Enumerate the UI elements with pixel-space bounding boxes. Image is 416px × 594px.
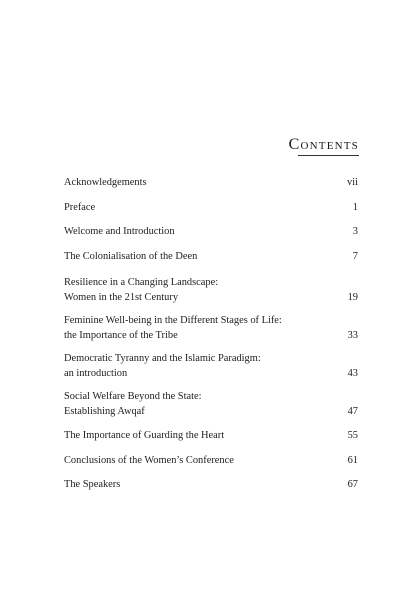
toc-entry-title: Feminine Well-being in the Different Stages of Life: the Importance of the Tribe <box>64 315 282 341</box>
toc-entry-title: Acknowledgements <box>64 177 147 188</box>
toc-entry-guarding-heart <box>64 429 358 444</box>
toc-entry-title: Conclusions of the Women’s Conference <box>64 455 234 466</box>
toc-entry-welcome <box>64 225 358 240</box>
toc-entry-feminine-well-being <box>64 314 358 343</box>
toc-entry-conclusions <box>64 454 358 469</box>
toc-entry-page: 47 <box>347 405 358 417</box>
toc-entry-title: Social Welfare Beyond the State: Establishing Awqaf <box>64 391 202 417</box>
contents-heading: Contents <box>288 136 359 153</box>
toc-entry-page: 3 <box>352 226 358 237</box>
toc-entry-page: 67 <box>347 479 358 490</box>
toc-entry-acknowledgements <box>64 176 358 191</box>
toc-entry-democratic-tyranny <box>64 352 358 381</box>
toc-entry-title: The Speakers <box>64 479 121 490</box>
toc-entry-preface <box>64 201 358 216</box>
toc-entry-colonialisation <box>64 250 358 265</box>
toc-entry-title: Resilience in a Changing Landscape: Women in the 21st Century <box>64 277 219 303</box>
toc-entry-title: The Colonialisation of the Deen <box>64 251 198 262</box>
heading-underline <box>298 155 359 156</box>
toc-entry-resilience <box>64 276 358 305</box>
toc-entry-page: 7 <box>352 251 358 262</box>
toc-entry-page: 61 <box>347 455 358 466</box>
toc-entry-social-welfare <box>64 390 358 419</box>
toc-entry-page: 19 <box>347 291 358 303</box>
toc-entry-page: 33 <box>347 329 358 341</box>
toc-entry-title: Democratic Tyranny and the Islamic Paradigm: an introduction <box>64 353 261 379</box>
toc-entry-page: vii <box>347 177 358 188</box>
toc-entry-page: 1 <box>352 202 358 213</box>
toc-entry-speakers <box>64 478 358 493</box>
toc-entry-title: The Importance of Guarding the Heart <box>64 430 225 441</box>
toc-entry-title: Welcome and Introduction <box>64 226 175 237</box>
toc-entry-page: 55 <box>347 430 358 441</box>
toc-entry-page: 43 <box>347 367 358 379</box>
toc-entry-title: Preface <box>64 202 96 213</box>
